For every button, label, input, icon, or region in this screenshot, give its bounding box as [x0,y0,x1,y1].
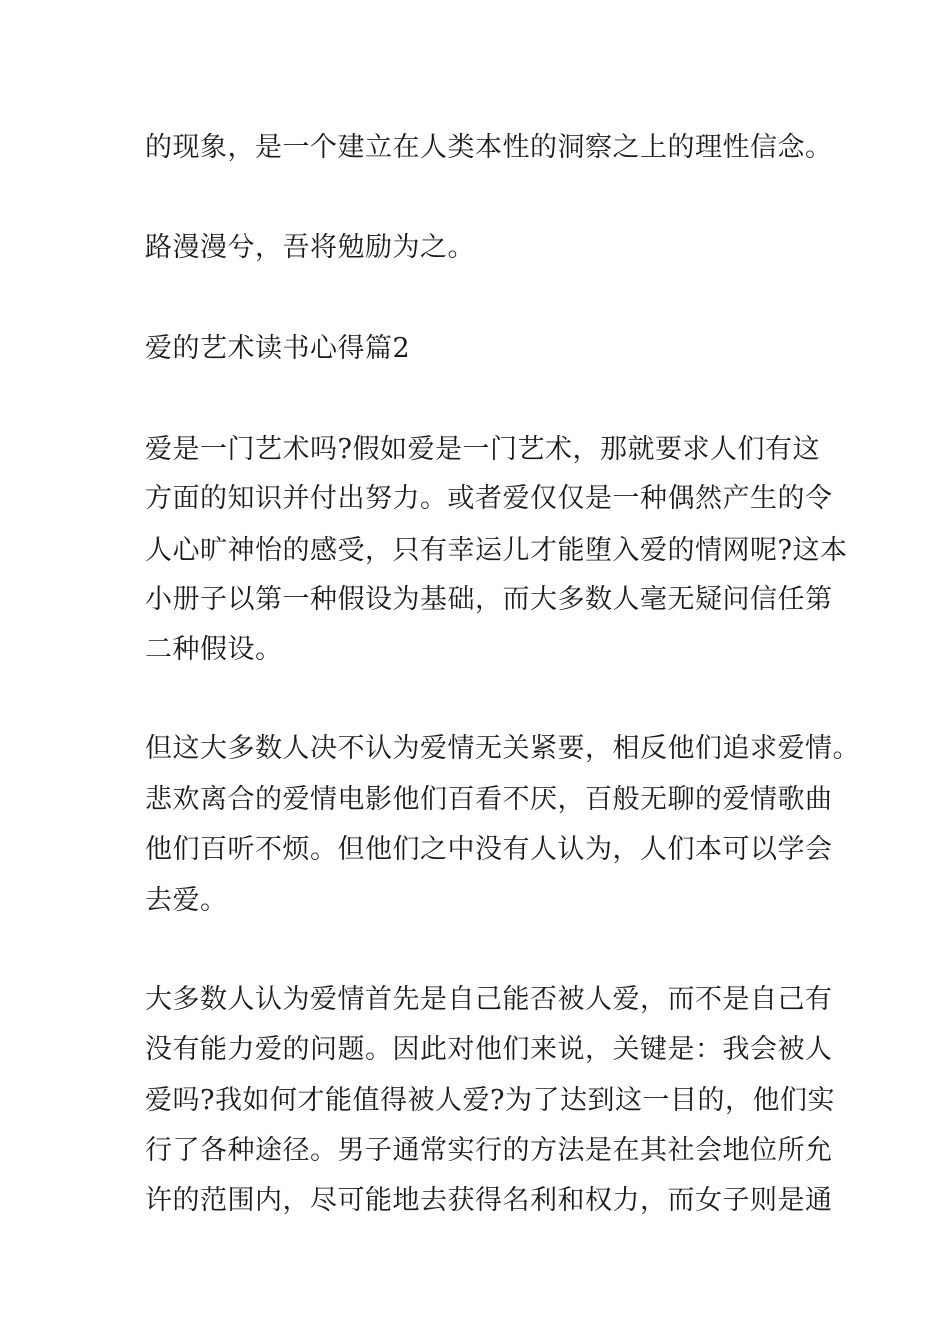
paragraph-line: 爱是一门艺术吗?假如爱是一门艺术，那就要求人们有这 [145,434,820,465]
paragraph-line: 人心旷神怡的感受，只有幸运儿才能堕入爱的情网呢?这本 [145,535,848,566]
paragraph-line: 没有能力爱的问题。因此对他们来说，关键是：我会被人 [145,1034,833,1065]
paragraph-line: 方面的知识并付出努力。或者爱仅仅是一种偶然产生的令 [145,483,833,514]
paragraph-line: 但这大多数人决不认为爱情无关紧要，相反他们追求爱情。 [145,733,860,764]
paragraph-line: 行了各种途径。男子通常实行的方法是在其社会地位所允 [145,1135,833,1166]
paragraph-line: 许的范围内，尽可能地去获得名利和权力，而女子则是通 [145,1185,833,1216]
paragraph-line: 悲欢离合的爱情电影他们百看不厌，百般无聊的爱情歌曲 [145,784,833,815]
paragraph-line: 小册子以第一种假设为基础，而大多数人毫无疑问信任第 [145,584,833,615]
paragraph-line: 他们百听不烦。但他们之中没有人认为，人们本可以学会 [145,834,833,865]
paragraph-line: 路漫漫兮，吾将勉励为之。 [145,232,475,263]
paragraph-line: 大多数人认为爱情首先是自己能否被人爱，而不是自己有 [145,984,833,1015]
paragraph-line: 爱吗?我如何才能值得被人爱?为了达到这一目的，他们实 [145,1085,835,1116]
paragraph-line: 去爱。 [145,885,228,916]
paragraph-line: 二种假设。 [145,634,283,665]
paragraph-line: 的现象，是一个建立在人类本性的洞察之上的理性信念。 [145,132,833,163]
section-heading: 爱的艺术读书心得篇2 [145,333,411,364]
